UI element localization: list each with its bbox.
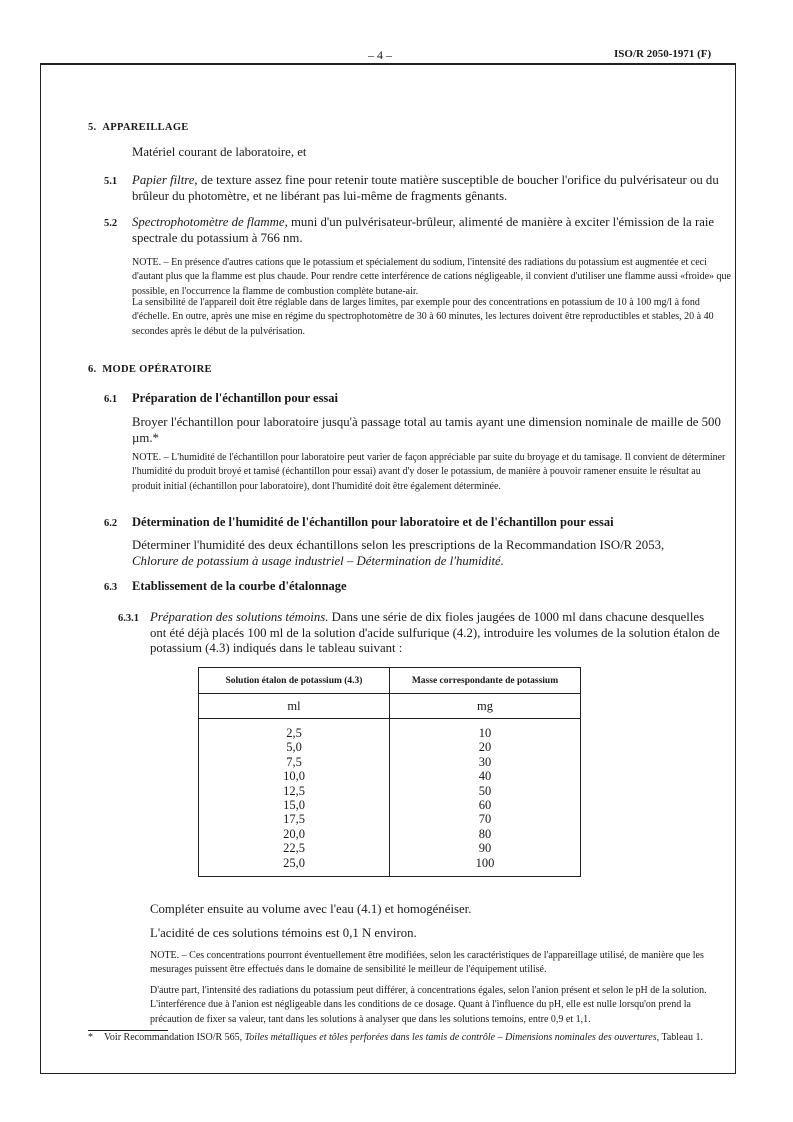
item-5-2: Spectrophotomètre de flamme, muni d'un pulvérisateur-brûleur, alimenté de manière à exciter l'émission de la raie spectrale du potassium à 766 nm. [132,215,715,245]
item-number: 6.3.1 [118,613,139,624]
item-number: 5.2 [104,218,118,229]
section-5-intro: Matériel courant de laboratoire, et [132,145,307,159]
section-6-1-text: Broyer l'échantillon pour laboratoire jusqu'à passage total au tamis ayant une dimension nominale de maille de 500 µm.* [132,415,721,445]
note-6-3-ph: D'autre part, l'intensité des radiations du potassium peut différer, à concentrations égales, selon l'anion présent et selon le pH de la solution. L'interférence due à l'anion est négligeable dans les conditions de ce dosage. Quant à l'influence du pH, elle est nulle lorsqu'on prend la précaution de fixer sa valeur, tant dans les solutions à analyser que dans les solutions temoins, entre 0,9 et 1,1. [150,985,707,1025]
table-header: Solution étalon de potassium (4.3) [199,668,390,694]
section-6-2-title: Détermination de l'humidité de l'échantillon pour laboratoire et de l'échantillon pour essai [132,515,614,529]
note-5: NOTE. – En présence d'autres cations que le potassium et spécialement du sodium, l'intensité des radiations du potassium est augmentée et ceci d'autant plus que la flamme est plus chaude. Pour rendre cette interférence de cations négligeable, il convient d'utiliser une flamme aussi «froide» que possible, en l'occurrence la flamme de combustion complète butane-air. [132,257,731,297]
item-number: 6.3 [104,582,118,593]
after-table-text-2: L'acidité de ces solutions témoins est 0,1 N environ. [150,926,417,940]
section-6-2-text: Déterminer l'humidité des deux échantillons selon les prescriptions de la Recommandation ISO/R 2053, Chlorure de potassium à usage industriel – Détermination de l'humidité. [132,538,665,568]
table-column-volume: 2,5 5,0 7,5 10,0 12,5 15,0 17,5 20,0 22,5 25,0 [199,719,390,877]
item-5-1: Papier filtre, de texture assez fine pour retenir toute matière susceptible de boucher l'orifice du pulvérisateur ou du brûleur du photomètre, et ne libérant pas lui-même de fragments gênants. [132,173,719,203]
calibration-table [198,667,581,877]
footnote-mark: * [88,1032,93,1043]
section-6-3-1-text: Préparation des solutions témoins. Dans une série de dix fioles jaugées de 1000 ml dans chacune desquelles ont été déjà placés 100 ml de la solution d'acide sulfurique (4.2), introduire les volumes de la solution étalon de potassium (4.3) indiqués dans le tableau suivant : [150,610,720,655]
note-5-sensitivity: La sensibilité de l'appareil doit être réglable dans de larges limites, par exemple pour des concentrations en potassium de 10 à 100 mg/l à fond d'échelle. En outre, après une mise en régime du spectrophotomètre de 30 à 60 minutes, les lectures doivent être reproductibles et stables, 20 à 40 secondes après le début de la pulvérisation. [132,297,714,337]
table-header: Masse correspondante de potassium [390,668,581,694]
section-6-heading: 6. MODE OPÉRATOIRE [88,364,212,375]
item-number: 5.1 [104,176,118,187]
table-column-mass: 10 20 30 40 50 60 70 80 90 100 [390,719,581,877]
note-6-1: NOTE. – L'humidité de l'échantillon pour laboratoire peut varier de façon appréciable par suite du broyage et du tamisage. Il convient de déterminer l'humidité du produit broyé et tamisé (échantillon pour essai) avant d'y doser le potassium, de manière à pouvoir ramener ensuite le résultat au produit initial (échantillon pour laboratoire), dont l'humidité doit être également déterminée. [132,452,726,492]
item-number: 6.1 [104,394,118,405]
section-6-1-title: Préparation de l'échantillon pour essai [132,391,339,405]
section-5-heading: 5. APPAREILLAGE [88,122,189,133]
document-id: ISO/R 2050-1971 (F) [614,48,712,60]
note-6-3: NOTE. – Ces concentrations pourront éventuellement être modifiées, selon les caractéristiques de l'appareillage utilisé, de manière que les mesurages puissent être effectués dans le domaine de sensibilité le meilleur de l'équipement utilisé. [150,950,704,976]
item-number: 6.2 [104,518,118,529]
table-unit: ml [199,694,390,719]
page-number: – 4 – [368,48,392,62]
footnote: Voir Recommandation ISO/R 565, Toiles métalliques et tôles perforées dans les tamis de contrôle – Dimensions nominales des ouvertures, Tableau 1. [104,1032,703,1043]
after-table-text-1: Compléter ensuite au volume avec l'eau (4.1) et homogénéiser. [150,902,472,916]
table-unit: mg [390,694,581,719]
section-6-3-title: Etablissement de la courbe d'étalonnage [132,579,347,593]
